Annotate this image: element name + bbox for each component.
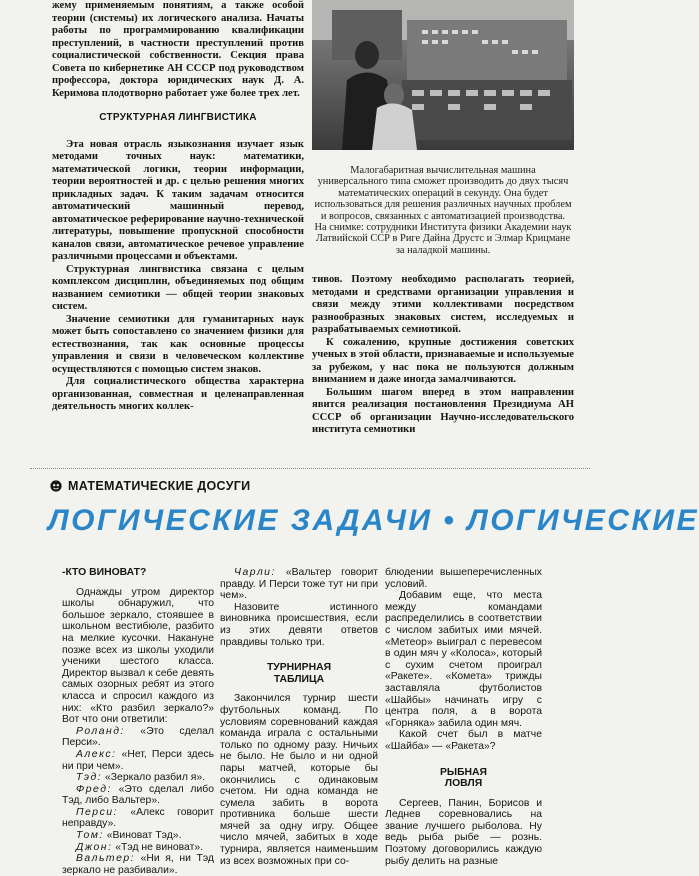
statement: «Алекс говорит неправду».: [62, 806, 214, 830]
answer-line: [62, 842, 214, 854]
top-left-column: [52, 0, 304, 414]
rubric-heading: [50, 479, 250, 493]
speaker: Алекс:: [76, 748, 117, 760]
paragraph: Однажды утром директор школы обнаружил, что большое зеркало, стоявшее в школьном вестибюле, разбито на мелкие кусочки. Накануне позже всех из школы уходили ученики шестого класса. Директор вызвал к себе девять самых озорных ребят из этого класса и спросил каждого из них: «Кто разбил зеркало?» Вот что они ответили:: [62, 586, 214, 726]
puzzle-column-1: [62, 567, 214, 876]
intro-paragraph: жему применяемым понятиям, а также особой теории (системы) их логического анализа. Начаты работы по программированию квалификации преступлений, в частности преступлений против социалистической собственности. Секция права Совета по кибернетике АН СССР под руководством профессора, доктора юридических наук Д. А. Керимова плодотворно работает уже более трех лет.: [52, 0, 304, 99]
paragraph: Добавим еще, что места между командами распределились в соответствии с числом забитых ими мячей. «Метеор» выиграл с перевесом в один мяч у «Колоса», который с сухим счетом проиграл «Ракете». «Комета» трижды заставляла футболистов «Шайбы» начинать игру с центра поля, а в ворота «Горняка» забила один мяч.: [385, 590, 542, 729]
paragraph: Эта новая отрасль языкознания изучает язык методами точных наук: математики, математической логики, теории информации, теории вероятностей и др. с целью решения многих прикладных задач. К таким задачам относится автоматический машинный перевод, автоматическое реферирование научно-технической литературы, повышение пропускной способности каналов связи, автоматическое речевое управление различными процессами и объектами.: [52, 138, 304, 262]
answer-line: [62, 784, 214, 807]
statement: «Это сделал либо Тэд, либо Вальтер».: [62, 783, 214, 807]
answer-line: [62, 726, 214, 749]
statement: «Это сделал Перси».: [62, 725, 214, 749]
statement: «Ни я, ни Тэд зеркало не разбивали».: [62, 853, 214, 876]
paragraph: Структурная лингвистика связана с целым комплексом дисциплин, объединяемых под общим названием семиотики — общей теории знаковых систем.: [52, 263, 304, 312]
answer-line: [62, 830, 214, 842]
banner-title: ЛОГИЧЕСКИЕ ЗАДАЧИ • ЛОГИЧЕСКИЕ: [48, 504, 699, 537]
top-right-column: [312, 274, 574, 437]
photo-computer-operators: [312, 0, 574, 150]
paragraph: Закончился турнир шести футбольных команд. По условиям соревнований каждая команда играла с остальными только по одному разу. Ничьих не было. Не было и ни одной пары матчей, которые бы окончились с одинаковым счетом. Ни одна команда не сумела забить в ворота противника больше шести мячей за одну игру. Общее число мячей, забитых в ходе турнира, является наименьшим из всех возможных при со-: [220, 693, 378, 867]
rubric-emblem-icon: [50, 480, 62, 492]
statement: «Виноват Тэд».: [106, 830, 182, 842]
speaker: Тэд:: [76, 772, 103, 784]
speaker: Чарли:: [234, 567, 276, 578]
speaker: Перси:: [76, 806, 118, 818]
answer-line: [62, 807, 214, 830]
paragraph: Значение семиотики для гуманитарных наук может быть сопоставлено со значением физики для естествознания, так как основные процессы управления и связи в человеческом коллективе осуществляются с помощью систем знаков.: [52, 313, 304, 375]
speaker: Фред:: [76, 783, 112, 795]
statement: «Нет, Перси здесь ни при чем».: [62, 748, 214, 772]
answer-line: [62, 749, 214, 772]
answer-line: [62, 772, 214, 784]
puzzle-column-2: [220, 567, 378, 867]
paragraph: Сергеев, Панин, Борисов и Леднев соревновались на звание лучшего рыболова. Ну ведь рыба рыбе — рознь. Поэтому договорились каждую рыбу делить на разные: [385, 797, 542, 867]
paragraph: Большим шагом вперед в этом направлении явится реализация постановления Президиума АН СССР об организации Научно-исследовательского института семиотики: [312, 386, 574, 435]
paragraph: блюдении вышеперечисленных условий.: [385, 567, 542, 590]
answer-line: [220, 567, 378, 602]
puzzle-title: РЫБНАЯ ЛОВЛЯ: [439, 766, 488, 790]
paragraph: тивов. Поэтому необходимо располагать теорией, методами и средствами организации управления и связи между этими коллективами посредством разнообразных знаковых систем, исследуемых и разрабатываемых семиотикой.: [312, 274, 574, 335]
paragraph: Для социалистического общества характерна организованная, совместная и целенаправленная деятельность многих коллек-: [52, 376, 304, 412]
statement: «Вальтер говорит правду. И Перси тоже тут ни при чем».: [220, 567, 379, 602]
paragraph: Назовите истинного виновника происшествия, если из этих девяти ответов правдивы только три.: [220, 601, 378, 648]
speaker: Роланд:: [76, 725, 125, 737]
paragraph: Какой счет был в матче «Шайба» — «Ракета»?: [385, 729, 542, 752]
answer-line: [62, 853, 214, 876]
puzzle-column-3: [385, 567, 542, 867]
rubric-title: МАТЕМАТИЧЕСКИЕ ДОСУГИ: [68, 479, 251, 493]
photo-image: [312, 0, 574, 150]
section-divider: [30, 468, 590, 469]
paragraph: К сожалению, крупные достижения советских ученых в этой области, признаваемые и используемые за рубежом, у нас пока не пользуются должным вниманием и даже иногда замалчиваются.: [312, 336, 574, 385]
statement: «Тэд не виноват».: [115, 841, 204, 853]
statement: «Зеркало разбил я».: [104, 772, 206, 784]
speaker: Джон:: [76, 841, 113, 853]
puzzle-title: ТУРНИРНАЯ ТАБЛИЦА: [266, 662, 332, 685]
section-heading: СТРУКТУРНАЯ ЛИНГВИСТИКА: [99, 112, 257, 123]
puzzle-title: -КТО ВИНОВАТ?: [62, 567, 147, 578]
speaker: Вальтер:: [76, 853, 136, 865]
speaker: Том:: [76, 830, 104, 842]
photo-caption: Малогабаритная вычислительная машина универсального типа сможет производить до двух тысяч математических операций в секунду. Она будет использоваться для решения различных научных проблем и вопросов, связанных с автоматизацией производства. На снимке: сотрудники Института физики Академии наук Латвийской ССР в Риге Дайна Друстс и Элмар Крицмане за наладкой машины.: [314, 165, 572, 256]
